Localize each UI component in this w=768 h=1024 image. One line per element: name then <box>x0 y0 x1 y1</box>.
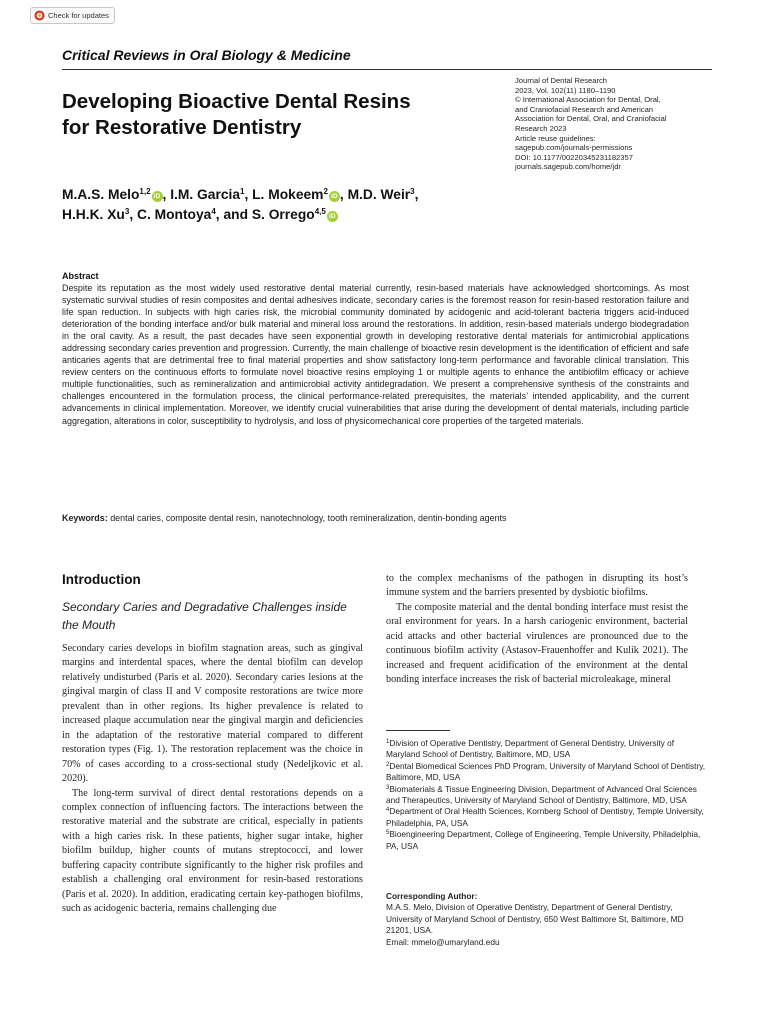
affiliation-sup: 1,2 <box>139 187 151 196</box>
check-updates-label: Check for updates <box>48 11 109 20</box>
orcid-icon[interactable]: iD <box>329 191 340 202</box>
affiliation-text: Department of Oral Health Sciences, Kornberg School of Dentistry, Temple University, Philadelphia, PA, USA <box>386 806 704 828</box>
corresponding-author-address: M.A.S. Melo, Division of Operative Dentistry, Department of General Dentistry, University of Maryland School of Dentistry, 650 West Baltimore St, Baltimore, MD 21201, USA. <box>386 902 684 936</box>
affiliation-number: 1 <box>386 739 390 745</box>
check-updates-icon <box>34 10 45 21</box>
affiliation-item <box>386 761 706 784</box>
author-name[interactable]: M.D. Weir <box>347 187 411 202</box>
introduction-heading: Introduction <box>62 572 141 587</box>
author-name[interactable]: C. Montoya <box>136 207 212 222</box>
journal-name: Journal of Dental Research <box>515 76 608 85</box>
keywords <box>62 512 702 524</box>
paragraph: The long-term survival of direct dental restorations depends on a complex connection of influencing factors. The interactions between the restorative material and the substrate are critical, especially in patients with a high caries risk. In these patients, higher sugar intake, higher biofilm buildup, higher counts of mutans streptococci, and lower buffering capacity contribute significantly to the higher risk profiles and establish a challenging oral environment for resin-based restorations (Paris et al. 2020). In addition, eradicating certain key-pathogen biofilms, such as acidogenic bacteria, remains challenging due <box>62 787 363 915</box>
affiliation-item <box>386 806 706 829</box>
paragraph: to the complex mechanisms of the pathogen in disrupting its host’s immune system and the barriers presented by dysbiotic biofilms. <box>386 573 688 599</box>
affiliation-number: 2 <box>386 761 390 768</box>
author-line-2: H.H.K. Xu$^3$, C. Montoya$^4$, and S. Orrego$^{4,5}$iD <box>62 205 532 225</box>
author-name[interactable]: S. Orrego <box>251 207 315 222</box>
title-line-1: Developing Bioactive Dental Resins <box>62 90 411 113</box>
affiliation-item <box>386 738 706 761</box>
journal-series-title: Critical Reviews in Oral Biology & Medicine <box>62 47 351 63</box>
affiliation-text: Biomaterials & Tissue Engineering Division, Department of Advanced Oral Sciences and Therapeutics, University of Maryland School of Dentistry, Baltimore, MD, USA <box>386 783 697 806</box>
journal-homepage-link[interactable]: journals.sagepub.com/home/jdr <box>515 162 621 172</box>
author-list <box>62 185 532 225</box>
copyright-line: and Craniofacial Research and American <box>515 104 654 114</box>
affiliations <box>386 738 706 852</box>
keywords-text: dental caries, composite dental resin, nanotechnology, tooth remineralization, dentin-bonding agents <box>110 513 507 523</box>
affiliation-sup: 4,5 <box>314 207 326 216</box>
header-divider <box>62 69 712 70</box>
right-column-body <box>386 572 688 688</box>
author-name[interactable]: I.M. Garcia <box>170 187 240 202</box>
keywords-label: Keywords: <box>62 513 108 523</box>
check-for-updates-badge[interactable] <box>30 7 115 24</box>
paragraph: The composite material and the dental bonding interface must resist the oral environment for years. In a harsh cariogenic environment, bacterial acid attacks and other bacterial virulences are pronounced due to the continuous biofilm activity (Astasov-Frauenhoffer and Kulik 2021). The increased and frequent acidification of the environment at the dental bonding interface increases the risk of bacterial microleakage, mineral <box>386 601 688 686</box>
affiliation-number: 5 <box>386 830 390 837</box>
affiliation-item <box>386 829 706 852</box>
affiliation-text: Division of Operative Dentistry, Department of General Dentistry, University of Maryland School of Dentistry, Baltimore, MD, USA <box>386 738 674 760</box>
affiliation-text: Dental Biomedical Sciences PhD Program, University of Maryland School of Dentistry, Baltimore, MD, USA <box>386 760 706 783</box>
title-line-2: for Restorative Dentistry <box>62 116 302 139</box>
permissions-link[interactable]: sagepub.com/journals-permissions <box>515 143 633 153</box>
author-name[interactable]: H.H.K. Xu <box>62 207 125 222</box>
copyright-line: Association for Dental, Oral, and Craniofacial <box>515 114 667 124</box>
copyright-line: Research 2023 <box>515 123 567 133</box>
abstract-text: Despite its reputation as the most widely used restorative dental material currently, resin-based materials have acknowledged shortcomings. As most systematic survival studies of resin composites and dental adhesives indicate, secondary caries is the foremost reason for resin-based restoration failure and life span reduction. In subjects with high caries risk, the microbial community dominated by acidogenic and acid-tolerant bacteria triggers acid-induced deterioration of the bonding interface and/or bulk material and mineral loss around the restorations. In addition, resin-based materials undergo biodegradation in the oral cavity. As a result, the past decades have seen exponential growth in developing restorative dental materials for antimicrobial applications addressing secondary caries prevention and progression. Currently, the main challenge of bioactive resin development is the identification of efficient and safe anticaries agents that are detrimental free to final material properties and show satisfactory long-term performance and favorable clinical translation. This review centers on the continuous efforts to formulate novel bioactive resins employing 1 or multiple agents to enhance the antibiofilm efficacy or achieve multiple functionalities, such as remineralization and antimicrobial activity antidegradation. We present a comprehensive synthesis of the constraints and challenges encountered in the formulation process, the clinical performance-related prerequisites, the materials’ intended applicability, and the current advancements in clinical implementation. Moreover, we identify crucial vulnerabilities that arise during the development of dental materials, including particle aggregation, alterations in color, susceptibility to hydrolysis, and loss of physicomechanical core properties of the targeted materials. <box>62 283 689 426</box>
affiliation-text: Bioengineering Department, College of Engineering, Temple University, Philadelphia, PA, USA <box>386 829 701 851</box>
affiliations-divider <box>386 730 450 731</box>
affiliation-number: 4 <box>386 807 390 814</box>
paragraph: Secondary caries develops in biofilm stagnation areas, such as gingival margins and interdental spaces, where the dental biofilm can develop relatively undisturbed (Paris et al. 2020). Secondary caries lesions at the gingival margin of class II and V composite restorations are twice more prevalent than in other regions. Its higher prevalence is related to increased plaque accumulation near the gingival margin and deficiencies in the adaptation of the restorative material compared to different restoration types (Fig. 1). The restoration replacement was the choice in 70% of cases according to a cross-sectional study (Nedeljkovic et al. 2020). <box>62 643 363 785</box>
affiliation-number: 3 <box>386 784 390 791</box>
author-name[interactable]: L. Mokeem <box>252 187 324 202</box>
corresponding-author-label: Corresponding Author: <box>386 891 478 901</box>
reuse-guidelines-label: Article reuse guidelines: <box>515 133 596 143</box>
subsection-heading: Secondary Caries and Degradative Challenges inside the Mouth <box>62 600 347 632</box>
affiliation-sup: 1 <box>240 187 245 196</box>
left-column-body <box>62 642 363 917</box>
affiliation-sup: 3 <box>124 207 130 216</box>
affiliation-sup: 2 <box>323 187 328 196</box>
orcid-icon[interactable]: iD <box>152 191 163 202</box>
orcid-icon[interactable]: iD <box>327 211 338 222</box>
journal-volume: 2023, Vol. 102(11) 1180–1190 <box>515 85 616 95</box>
affiliation-item <box>386 784 706 807</box>
article-title <box>62 89 492 141</box>
corresponding-author <box>386 891 706 948</box>
author-name[interactable]: M.A.S. Melo <box>62 187 140 202</box>
journal-info <box>515 76 715 172</box>
affiliation-sup: 4 <box>211 207 216 216</box>
affiliation-sup: 3 <box>410 187 415 196</box>
corresponding-author-email[interactable]: Email: mmelo@umaryland.edu <box>386 936 500 947</box>
abstract-heading: Abstract <box>62 271 99 281</box>
copyright-line: © International Association for Dental, Oral, <box>515 95 661 105</box>
author-line-1: M.A.S. Melo$^{1,2}$iD , I.M. Garcia$^1$, L. Mokeem$^2$iD , M.D. Weir$^3$, <box>62 187 419 202</box>
doi-link[interactable]: DOI: 10.1177/00220345231182357 <box>515 152 633 162</box>
